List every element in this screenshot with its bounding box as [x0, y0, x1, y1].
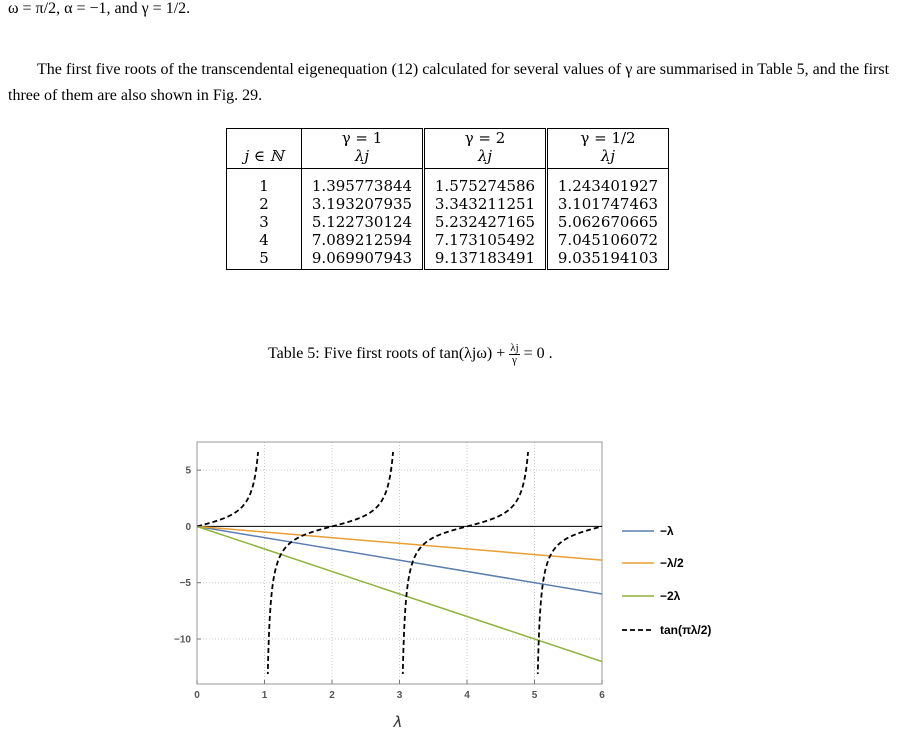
cell: 9.035194103 [547, 249, 669, 270]
caption-frac-num: λj [510, 342, 519, 354]
cell: 1.243401927 [547, 177, 669, 195]
cell: 3.343211251 [424, 195, 547, 213]
cell: 7.173105492 [424, 231, 547, 249]
y-tick-label: −5 [179, 578, 191, 590]
col-sub-1: λj [302, 147, 424, 169]
caption-frac-den: γ [512, 354, 517, 366]
x-tick-label: 0 [194, 690, 200, 701]
cell: 1.575274586 [424, 177, 547, 195]
row-index: 3 [227, 213, 302, 231]
row-label-header: j ∈ ℕ [227, 147, 302, 169]
series-line-1 [197, 526, 602, 560]
cell: 1.395773844 [302, 177, 424, 195]
cell: 5.232427165 [424, 213, 547, 231]
cell: 5.062670665 [547, 213, 669, 231]
y-tick-label: −10 [174, 634, 191, 646]
legend-label: −λ/2 [660, 556, 684, 570]
caption-prefix: Table 5: Five first roots of [268, 345, 440, 363]
cell: 5.122730124 [302, 213, 424, 231]
paragraph-text: The first five roots of the transcendental eigenequation (12) calculated for several values of γ are summarised in Table 5, and the first three of them are also shown in Fig. 29. [8, 61, 890, 104]
caption-suffix: = 0 . [519, 345, 553, 363]
plot-legend [622, 524, 711, 637]
row-index: 5 [227, 249, 302, 270]
row-index: 4 [227, 231, 302, 249]
legend-label: −λ [660, 524, 674, 538]
x-tick-label: 6 [599, 690, 605, 701]
cell: 3.193207935 [302, 195, 424, 213]
x-axis-label: λ [393, 713, 403, 731]
col-header-gamma-3: γ = 1/2 [547, 129, 669, 148]
cell: 7.089212594 [302, 231, 424, 249]
legend-label: −2λ [660, 589, 681, 603]
col-header-gamma-1: γ = 1 [302, 129, 424, 148]
x-tick-label: 2 [329, 690, 335, 701]
series-tan-branch [535, 526, 602, 706]
col-header-gamma-2: γ = 2 [424, 129, 547, 148]
y-tick-label: 0 [185, 521, 191, 533]
col-sub-3: λj [547, 147, 669, 169]
series-tan-branch [197, 419, 264, 526]
x-tick-label: 5 [531, 690, 538, 701]
row-index: 2 [227, 195, 302, 213]
x-tick-label: 4 [464, 690, 470, 701]
intro-line-text: ω = π/2, α = −1, and γ = 1/2. [8, 0, 191, 17]
x-tick-label: 3 [396, 690, 403, 701]
cell: 3.101747463 [547, 195, 669, 213]
y-tick-label: 5 [185, 465, 191, 477]
legend-label: tan(πλ/2) [660, 623, 712, 637]
plot-grid [197, 442, 602, 684]
row-index: 1 [227, 177, 302, 195]
caption-expr: tan(λjω) + [439, 345, 510, 363]
col-sub-2: λj [424, 147, 547, 169]
cell: 9.137183491 [424, 249, 547, 270]
x-tick-label: 1 [261, 690, 268, 701]
cell: 9.069907943 [302, 249, 424, 270]
cell: 7.045106072 [547, 231, 669, 249]
